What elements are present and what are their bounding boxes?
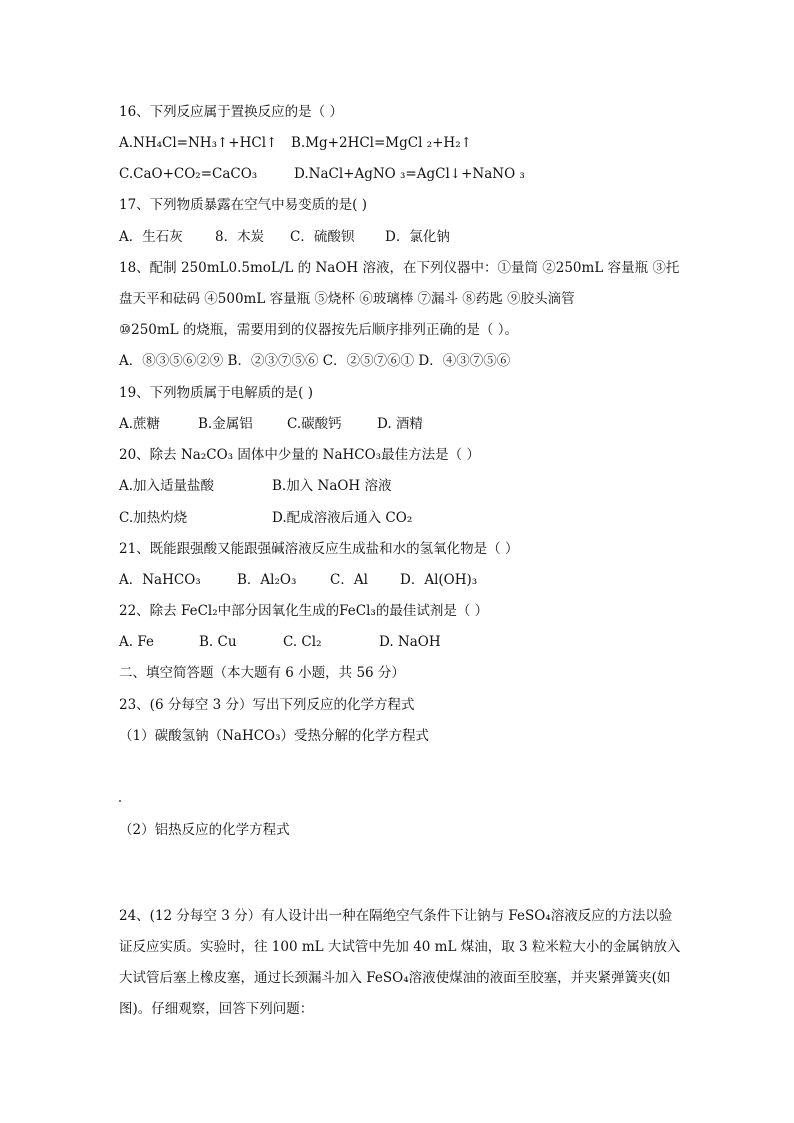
q16-stem: 16、下列反应属于置换反应的是（ ） — [119, 104, 343, 120]
q19-option-c: C.碳酸钙 — [287, 416, 342, 432]
q19-stem: 19、下列物质属于电解质的是( ) — [119, 385, 314, 401]
q19-option-a: A.蔗糖 — [119, 416, 161, 432]
q21-option-c: C．Al — [330, 572, 368, 588]
q21-option-d: D．Al(OH)₃ — [400, 572, 478, 588]
q21-option-b: B．Al₂O₃ — [237, 572, 297, 588]
q18-line-3: ⑩250mL 的烧瓶，需要用到的仪器按先后顺序排列正确的是（ ）。 — [119, 322, 518, 338]
q16-option-b: B.Mg+2HCl=MgCl ₂+H₂↑ — [291, 135, 472, 151]
q16-option-d: D.NaCl+AgNO ₃=AgCl↓+NaNO ₃ — [294, 166, 525, 182]
stray-mark — [119, 800, 121, 802]
q17-option-b: 8．木炭 — [215, 229, 265, 245]
q17-option-d: D．氯化钠 — [385, 229, 450, 245]
section-heading: 二、填空简答题（本大题有 6 小题，共 56 分） — [119, 665, 405, 681]
q22-option-a: A. Fe — [119, 634, 154, 650]
q23-part-1: （1）碳酸氢钠（NaHCO₃）受热分解的化学方程式 — [119, 728, 430, 744]
q23-part-2: （2）铝热反应的化学方程式 — [119, 822, 290, 838]
q24-line-1: 24、(12 分每空 3 分）有人设计出一种在隔绝空气条件下让钠与 FeSO₄溶液反应的方法以验 — [119, 908, 673, 924]
q19-option-b: B.金属铝 — [198, 416, 253, 432]
q20-option-c: C.加热灼烧 — [119, 510, 188, 526]
q20-stem: 20、除去 Na₂CO₃ 固体中少量的 NaHCO₃最佳方法是（ ） — [119, 447, 480, 463]
q21-option-a: A．NaHCO₃ — [119, 572, 201, 588]
q16-option-a: A.NH₄Cl=NH₃↑+HCl↑ — [119, 135, 278, 151]
q22-option-b: B. Cu — [199, 634, 237, 650]
q18-options: A．⑧③⑤⑥②⑨ B．②③⑦⑤⑥ C．②⑤⑦⑥① D．④③⑦⑤⑥ — [119, 353, 511, 369]
q22-option-d: D. NaOH — [379, 634, 441, 650]
q20-option-a: A.加入适量盐酸 — [119, 478, 215, 494]
q20-option-b: B.加入 NaOH 溶液 — [272, 478, 392, 494]
q20-option-d: D.配成溶液后通入 CO₂ — [272, 510, 413, 526]
q24-line-2: 证反应实质。实验时，往 100 mL 大试管中先加 40 mL 煤油，取 3 粒米粒大小的金属钠放入 — [119, 939, 681, 955]
q24-line-4: 图)。仔细观察，回答下列问题： — [119, 1001, 314, 1017]
q24-line-3: 大试管后塞上橡皮塞，通过长颈漏斗加入 FeSO₄溶液使煤油的液面至胶塞，并夹紧弹簧夹(如 — [119, 970, 671, 986]
q22-stem: 22、除去 FeCl₂中部分因氧化生成的FeCl₃的最佳试剂是（ ） — [119, 603, 489, 619]
q23-stem: 23、(6 分每空 3 分）写出下列反应的化学方程式 — [119, 697, 415, 713]
q21-stem: 21、既能跟强酸又能跟强碱溶液反应生成盐和水的氢氧化物是（ ） — [119, 541, 519, 557]
q17-option-a: A．生石灰 — [119, 229, 183, 245]
q22-option-c: C. Cl₂ — [283, 634, 322, 650]
q18-line-1: 18、配制 250mL0.5moL/L 的 NaOH 溶液，在下列仪器中：①量筒 ②250mL 容量瓶 ③托 — [119, 260, 680, 276]
q18-line-2: 盘天平和砝码 ④500mL 容量瓶 ⑤烧杯 ⑥玻璃棒 ⑦漏斗 ⑧药匙 ⑨胶头滴管 — [119, 291, 575, 307]
q16-option-c: C.CaO+CO₂=CaCO₃ — [119, 166, 258, 182]
q17-stem: 17、下列物质暴露在空气中易变质的是( ) — [119, 197, 368, 213]
q19-option-d: D. 酒精 — [377, 416, 423, 432]
q17-option-c: C．硫酸钡 — [290, 229, 355, 245]
